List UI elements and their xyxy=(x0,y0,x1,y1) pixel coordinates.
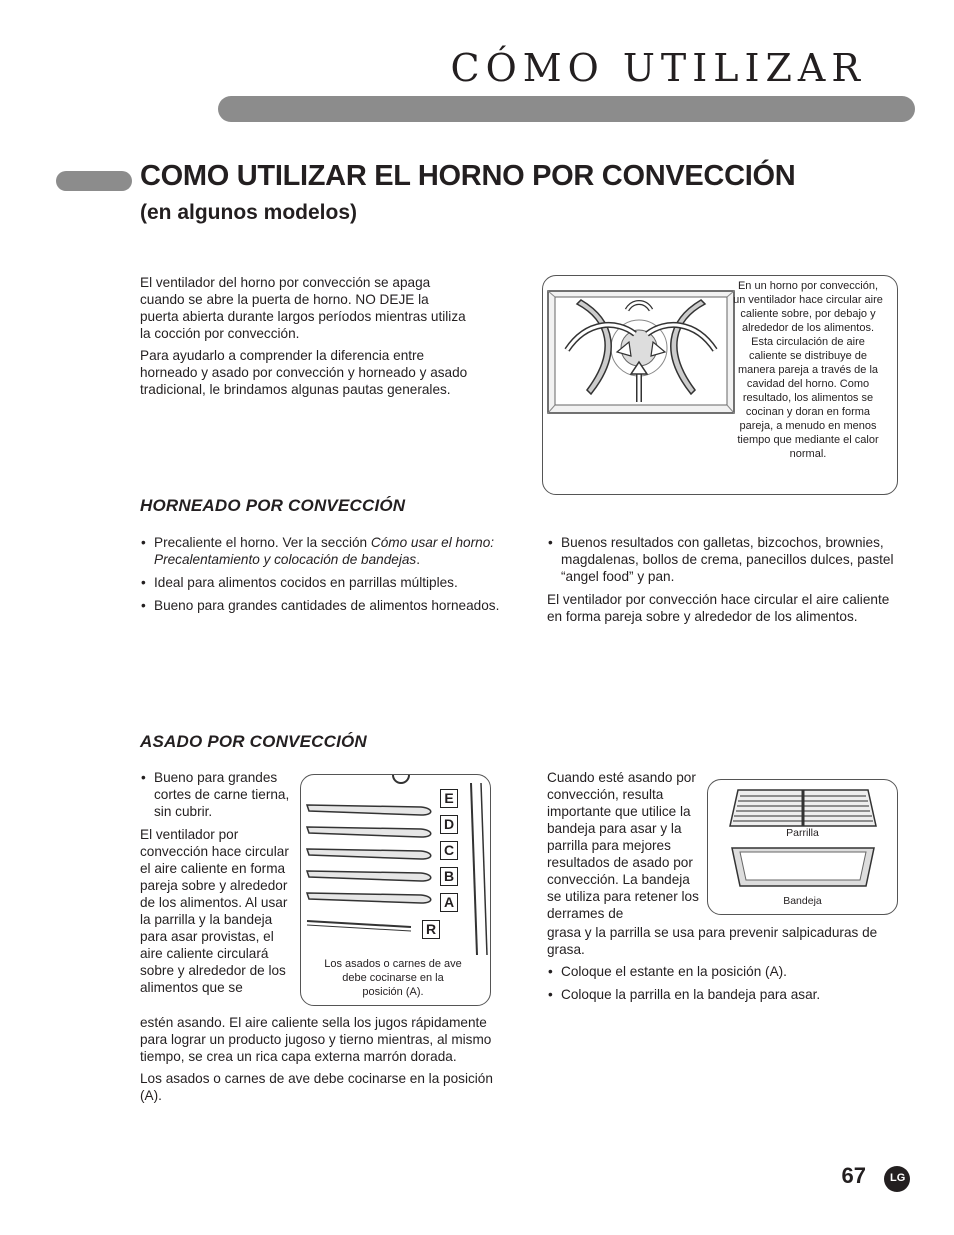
rack-position-a-label: A xyxy=(440,893,458,912)
baking-bullet-multiple-racks: • Ideal para alimentos cocidos en parrillas múltiples. xyxy=(140,574,500,591)
section-marker xyxy=(56,171,132,191)
rack-position-r-label: R xyxy=(422,920,440,939)
roasting-right-paragraph-b: grasa y la parrilla se usa para prevenir salpicaduras de grasa. xyxy=(547,925,878,957)
section-subtitle: (en algunos modelos) xyxy=(140,201,358,224)
baking-bullet-preheat-end: . xyxy=(416,552,421,567)
chapter-title: CÓMO UTILIZAR xyxy=(450,46,866,90)
lg-logo-text: LG xyxy=(890,1172,906,1184)
baking-section-reference: Cómo usar el horno: Precalentamiento y colocación de bandejas xyxy=(154,535,495,567)
baking-bullet-large-quantities: • Bueno para grandes cantidades de alimentos horneados. xyxy=(140,597,500,614)
roasting-paragraph-1a: El ventilador por convección hace circular el aire caliente en forma pareja sobre y alrededor de los alimentos. Al usar la parrilla y la bandeja para asar provistas, el aire caliente circulará sobre y alrededor de los alimentos que se xyxy=(140,827,289,995)
broiler-pan-figure xyxy=(707,779,898,915)
roasting-bullet-rack-position: • Coloque el estante en la posición (A). xyxy=(547,963,902,980)
rack-illustration xyxy=(301,775,490,955)
rack-position-e-label: E xyxy=(440,789,458,808)
grill-label: Parrilla xyxy=(786,827,819,839)
roasting-right-narrow xyxy=(547,769,707,922)
convection-fan-figure xyxy=(542,275,898,495)
roasting-paragraph-1b: estén asando. El aire caliente sella los jugos rápidamente para lograr un producto jugoso y tierno mientras, al mismo tiempo, se crea un rica capa externa marrón dorada. xyxy=(140,1015,492,1064)
roasting-bullet-large-cuts: • Bueno para grandes cortes de carne tierna, sin cubrir. xyxy=(140,769,292,820)
baking-left-column xyxy=(140,534,500,620)
baking-heading: HORNEADO POR CONVECCIÓN xyxy=(140,496,406,515)
roasting-bullet-grill-on-pan: • Coloque la parrilla en la bandeja para asar. xyxy=(547,986,902,1003)
oven-fan-illustration xyxy=(547,290,735,414)
baking-bullet-good-results: • Buenos resultados con galletas, bizcochos, brownies, magdalenas, bollos de crema, panecillos dulces, pastel “angel food” y pan. xyxy=(547,534,897,585)
baking-note: El ventilador por convección hace circular el aire caliente en forma pareja sobre y alrededor de los alimentos. xyxy=(547,592,890,624)
header-bar xyxy=(218,96,915,122)
pan-label: Bandeja xyxy=(783,895,822,907)
pan-illustration xyxy=(728,842,878,894)
rack-positions-figure xyxy=(300,774,491,1006)
roasting-right-paragraph-a: Cuando esté asando por convección, resulta importante que utilice la bandeja para asar y la parrilla para mejores resultados de asado por convección. La bandeja se utiliza para retener los derrames de xyxy=(547,770,699,921)
roasting-right-wide xyxy=(547,924,902,1009)
intro-paragraph-1: El ventilador del horno por convección se apaga cuando se abre la puerta de horno. NO DEJE la puerta abierta durante largos períodos mientras utiliza la cocción por convección. xyxy=(140,275,466,341)
section-title: COMO UTILIZAR EL HORNO POR CONVECCIÓN xyxy=(140,160,796,192)
roasting-paragraph-2: Los asados o carnes de ave debe cocinarse en la posición (A). xyxy=(140,1071,493,1103)
intro-paragraph-2: Para ayudarlo a comprender la diferencia entre horneado y asado por convección y horneado y asado tradicional, le brindamos algunas pautas generales. xyxy=(140,348,468,397)
fan-figure-caption: En un horno por convección, un ventilador hace circular aire caliente sobre, por debajo y alrededor de los alimentos. Esta circulación de aire caliente se distribuye de manera pareja a través de la cavidad del horno. Como resultado, los alimentos se cocinan y doran en forma pareja, a menudo en menos tiempo que mediante el calor normal. xyxy=(733,280,883,460)
baking-right-column xyxy=(547,534,897,625)
roasting-left-narrow xyxy=(140,769,292,996)
page-number: 67 xyxy=(841,1163,866,1188)
rack-position-c-label: C xyxy=(440,841,458,860)
rack-position-b-label: B xyxy=(440,867,458,886)
baking-bullet-preheat-text: Precaliente el horno. Ver la sección xyxy=(154,535,371,550)
rack-figure-caption: Los asados o carnes de ave debe cocinarse en la posición (A). xyxy=(324,958,462,998)
lg-logo xyxy=(884,1166,910,1192)
rack-position-d-label: D xyxy=(440,815,458,834)
roasting-left-wide xyxy=(140,1014,500,1109)
intro-text xyxy=(140,274,470,403)
roasting-heading: ASADO POR CONVECCIÓN xyxy=(140,732,367,751)
baking-bullet-preheat xyxy=(140,534,500,568)
